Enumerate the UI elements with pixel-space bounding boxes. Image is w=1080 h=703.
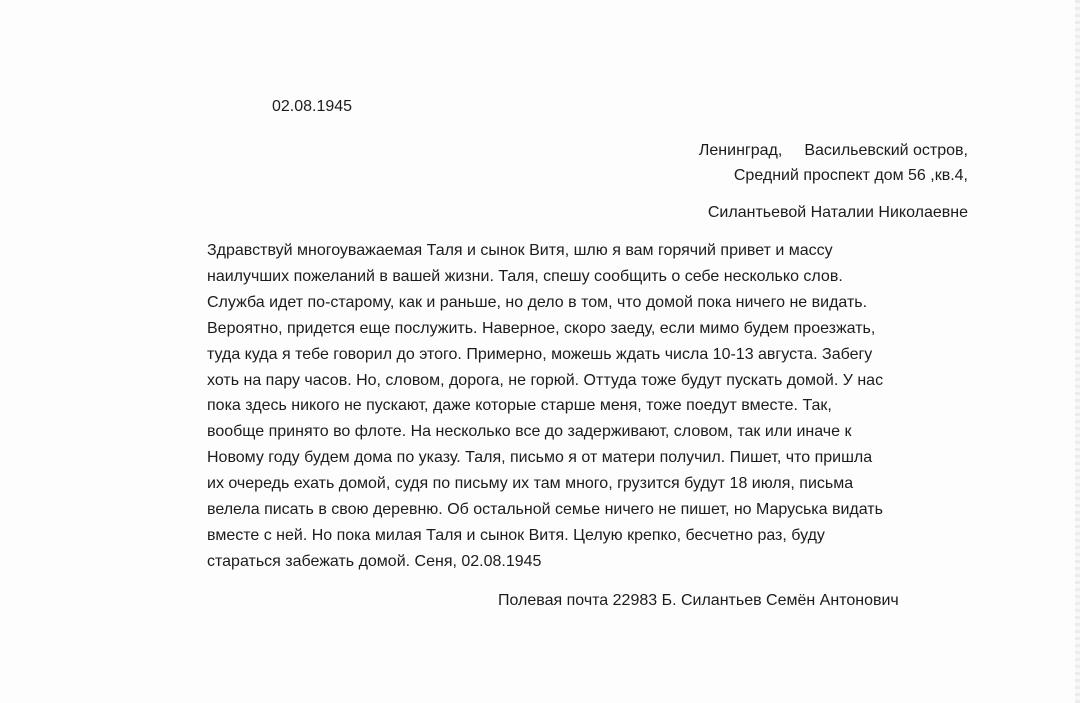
address-district: Васильевский остров, (804, 142, 968, 159)
letter-body (207, 238, 967, 575)
recipient-name: Силантьевой Наталии Николаевне (707, 204, 968, 221)
letter-line: стараться забежать домой. Сеня, 02.08.1945 (207, 552, 542, 570)
address-city-line (699, 140, 968, 162)
letter-line: Новому году будем дома по указу. Таля, письмо я от матери получил. Пишет, что пришла (207, 449, 873, 467)
address-city: Ленинград, (698, 142, 783, 159)
signature-line: Полевая почта 22983 Б. Силантьев Семён Антонович (498, 592, 899, 609)
letter-line: пока здесь никого не пускают, даже которые старше меня, тоже поедут вместе. Так, (207, 397, 832, 415)
address-street: Средний проспект дом 56 ,кв.4, (733, 167, 968, 184)
letter-line: вообще принято во флоте. На несколько все до задерживают, словом, так или иначе к (207, 423, 852, 441)
letter-line: велела писать в свою деревню. Об остальной семье ничего не пишет, но Маруська видать (207, 501, 883, 519)
letter-line: их очередь ехать домой, судя по письму их там много, грузится будут 18 июля, письма (207, 475, 854, 493)
letter-line: хоть на пару часов. Но, словом, дорога, не горюй. Оттуда тоже будут пускать домой. У нас (207, 371, 884, 389)
letter-line: Вероятно, придется еще послужить. Наверное, скоро заеду, если мимо будем проезжать, (207, 319, 876, 337)
letter-line: туда куда я тебе говорил до этого. Примерно, можешь ждать числа 10-13 августа. Забегу (207, 345, 873, 363)
letter-line: наилучших пожеланий в вашей жизни. Таля, спешу сообщить о себе несколько слов. (207, 267, 843, 285)
letter-line: вместе с ней. Но пока милая Таля и сынок Витя. Целую крепко, бесчетно раз, буду (207, 526, 825, 544)
letter-date: 02.08.1945 (272, 98, 353, 115)
scan-edge (1075, 0, 1080, 703)
letter-line: Служба идет по-старому, как и раньше, но дело в том, что домой пока ничего не видать. (207, 293, 868, 311)
letter-line: Здравствуй многоуважаемая Таля и сынок Витя, шлю я вам горячий привет и массу (207, 242, 833, 259)
